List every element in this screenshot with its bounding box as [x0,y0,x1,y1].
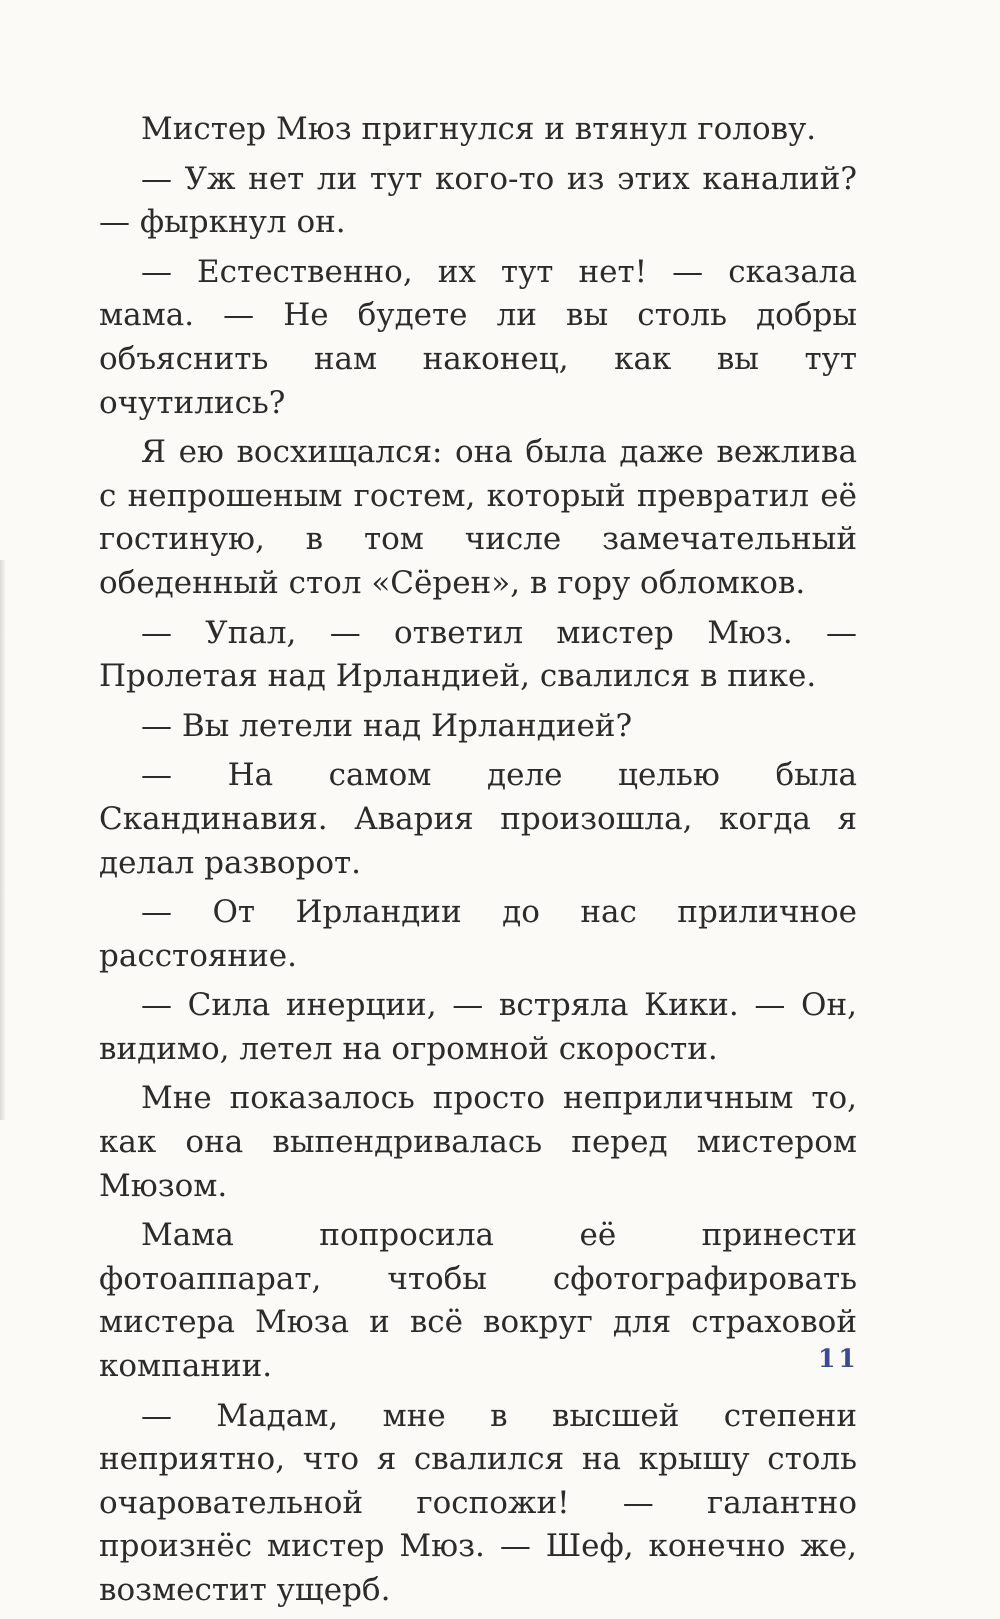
page-number: 11 [818,1344,859,1373]
paragraph-1: Мистер Мюз пригнулся и втянул голову. [141,111,817,147]
paragraph-4: Я ею восхищался: она была даже вежлива с непрошеным гостем, который превратил её гостиную, в том числе замечательный обеденный стол «Сёрен», в гору обломков. [99,434,857,601]
page-edge-shadow [0,560,6,1120]
paragraph-6: — Вы летели над Ирландией? [141,707,633,744]
paragraph-5: — Упал, — ответил мистер Мюз. — Пролетая над Ирландией, свалился в пике. [99,614,857,695]
paragraph-2: — Уж нет ли тут кого-то из этих каналий? — фыркнул он. [99,160,857,241]
text-block [99,108,857,1619]
paragraph-7: — На самом деле целью была Скандинавия. Авария произошла, когда я делал разворот. [99,757,857,881]
paragraph-3: — Естественно, их тут нет! — сказала мама. — Не будете ли вы столь добры объяснить нам наконец, как вы тут очутились? [99,253,857,421]
paragraph-11: Мама попросила её принести фотоаппарат, чтобы сфотографировать мистера Мюза и всё вокруг для страховой компании. [99,1217,857,1385]
paragraph-10: Мне показалось просто неприличным то, как она выпендривалась перед мистером Мюзом. [99,1080,857,1204]
paragraph-12: — Мадам, мне в высшей степени неприятно, что я свалился на крышу столь очаровательной госпожи! — галантно произнёс мистер Мюз. — Шеф, конечно же, возместит ущерб. [99,1397,857,1608]
paragraph-8: — От Ирландии до нас приличное расстояние. [99,894,857,974]
paragraph-9: — Сила инерции, — встряла Кики. — Он, видимо, летел на огромной скорости. [99,987,857,1067]
